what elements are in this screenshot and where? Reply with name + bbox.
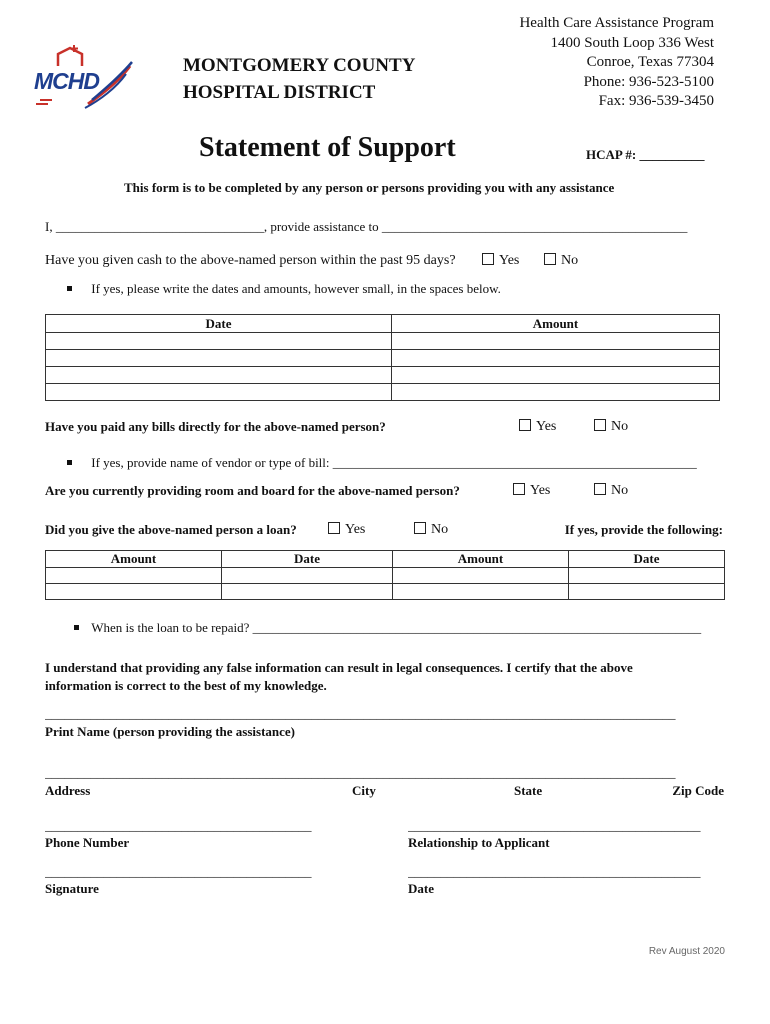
phone-label: Phone Number xyxy=(45,835,130,850)
page-title: Statement of Support xyxy=(199,132,456,163)
loan-table xyxy=(45,550,725,600)
bills-question: Have you paid any bills directly for the above-named person? xyxy=(45,419,386,434)
room-question: Are you currently providing room and board for the above-named person? xyxy=(45,483,460,498)
amount-header: Amount xyxy=(393,551,569,568)
amount-cell[interactable] xyxy=(46,568,222,584)
checkbox[interactable] xyxy=(482,253,494,265)
bullet-icon xyxy=(67,460,72,465)
no-label: No xyxy=(561,253,579,268)
print-name-label: Print Name (person providing the assistance) xyxy=(45,724,296,739)
loan-no-option[interactable] xyxy=(414,522,448,538)
address-line: Conroe, Texas 77304 xyxy=(586,54,714,70)
address-block xyxy=(519,14,714,112)
loan-question: Did you give the above-named person a loan? xyxy=(45,522,297,537)
table-row xyxy=(46,584,725,600)
cash-question: Have you given cash to the above-named person within the past 95 days? xyxy=(45,253,456,268)
cash-yes-option[interactable] xyxy=(482,253,519,269)
loan-follow-text: If yes, provide the following: xyxy=(564,522,723,537)
address-line: 1400 South Loop 336 West xyxy=(550,34,714,51)
checkbox[interactable] xyxy=(519,419,531,431)
amount-cell[interactable] xyxy=(393,584,569,600)
relationship-blank[interactable]: _____________________________________________ xyxy=(408,818,701,833)
bullet-icon xyxy=(67,286,72,291)
date-cell[interactable] xyxy=(569,568,725,584)
signature-label: Signature xyxy=(45,881,99,896)
address-line: Health Care Assistance Program xyxy=(519,15,714,31)
amount-cell[interactable] xyxy=(393,568,569,584)
date-cell[interactable] xyxy=(46,333,392,350)
address-label: Address xyxy=(45,783,91,798)
table-row xyxy=(46,568,725,584)
cash-table xyxy=(45,314,720,401)
no-label: No xyxy=(611,419,629,434)
bills-yes-option[interactable] xyxy=(519,419,556,435)
city-label: City xyxy=(352,783,376,798)
cash-bullet xyxy=(67,281,501,297)
room-yes-option[interactable] xyxy=(513,483,550,499)
date-label: Date xyxy=(408,881,434,896)
org-name-line2: HOSPITAL DISTRICT xyxy=(183,82,376,103)
date-header: Date xyxy=(222,551,393,568)
cash-bullet-text: If yes, please write the dates and amounts, however small, in the spaces below. xyxy=(91,281,501,296)
checkbox[interactable] xyxy=(414,522,426,534)
certify-line2: information is correct to the best of my knowledge. xyxy=(45,678,327,693)
yes-label: Yes xyxy=(499,253,520,268)
amount-header: Amount xyxy=(392,315,720,333)
date-cell[interactable] xyxy=(222,568,393,584)
loan-yes-option[interactable] xyxy=(328,522,365,538)
no-label: No xyxy=(431,522,449,537)
date-cell[interactable] xyxy=(222,584,393,600)
certify-line1: I understand that providing any false information can result in legal consequences. I certify that the above xyxy=(45,660,633,675)
yes-label: Yes xyxy=(536,419,557,434)
bills-bullet-text[interactable]: If yes, provide name of vendor or type of bill: ________________________________________________________ xyxy=(91,455,697,470)
revision-note: Rev August 2020 xyxy=(648,946,725,957)
table-row xyxy=(46,350,720,367)
checkbox[interactable] xyxy=(513,483,525,495)
date-cell[interactable] xyxy=(569,584,725,600)
phone-blank[interactable]: _________________________________________ xyxy=(45,818,312,833)
bills-bullet xyxy=(67,455,697,471)
amount-cell[interactable] xyxy=(392,384,720,401)
yes-label: Yes xyxy=(345,522,366,537)
checkbox[interactable] xyxy=(328,522,340,534)
date-cell[interactable] xyxy=(46,350,392,367)
loan-bullet-text[interactable]: When is the loan to be repaid? _____________________________________________________________________ xyxy=(91,620,702,635)
table-row xyxy=(46,384,720,401)
table-row xyxy=(46,367,720,384)
relationship-label: Relationship to Applicant xyxy=(408,835,550,850)
room-no-option[interactable] xyxy=(594,483,628,499)
intro-text: This form is to be completed by any person or persons providing you with any assistance xyxy=(124,180,615,195)
assistance-line[interactable]: I, ________________________________, provide assistance to _______________________________________________ xyxy=(45,219,688,234)
signature-blank[interactable]: _________________________________________ xyxy=(45,864,312,879)
yes-label: Yes xyxy=(530,483,551,498)
table-row xyxy=(46,333,720,350)
no-label: No xyxy=(611,483,629,498)
amount-cell[interactable] xyxy=(392,350,720,367)
address-line: Fax: 936-539-3450 xyxy=(598,93,714,109)
date-header: Date xyxy=(569,551,725,568)
print-name-blank[interactable]: _________________________________________________________________________________________________ xyxy=(45,706,676,721)
date-header: Date xyxy=(46,315,392,333)
address-line: Phone: 936-523-5100 xyxy=(583,73,714,90)
amount-cell[interactable] xyxy=(392,333,720,350)
checkbox[interactable] xyxy=(594,483,606,495)
amount-cell[interactable] xyxy=(392,367,720,384)
checkbox[interactable] xyxy=(594,419,606,431)
date-cell[interactable] xyxy=(46,384,392,401)
address-blank[interactable]: _________________________________________________________________________________________________ xyxy=(45,765,676,780)
state-label: State xyxy=(514,783,543,798)
mchd-logo xyxy=(30,44,135,112)
loan-bullet xyxy=(74,620,701,636)
amount-cell[interactable] xyxy=(46,584,222,600)
org-name-line1: MONTGOMERY COUNTY xyxy=(183,55,416,76)
logo-text: MCHD xyxy=(34,68,99,94)
bills-no-option[interactable] xyxy=(594,419,628,435)
bullet-icon xyxy=(74,625,79,630)
amount-header: Amount xyxy=(46,551,222,568)
zip-label: Zip Code xyxy=(672,783,724,798)
date-cell[interactable] xyxy=(46,367,392,384)
checkbox[interactable] xyxy=(544,253,556,265)
hcap-number-field[interactable]: HCAP #: __________ xyxy=(586,147,705,162)
cash-no-option[interactable] xyxy=(544,253,578,269)
date-blank[interactable]: _____________________________________________ xyxy=(408,864,701,879)
